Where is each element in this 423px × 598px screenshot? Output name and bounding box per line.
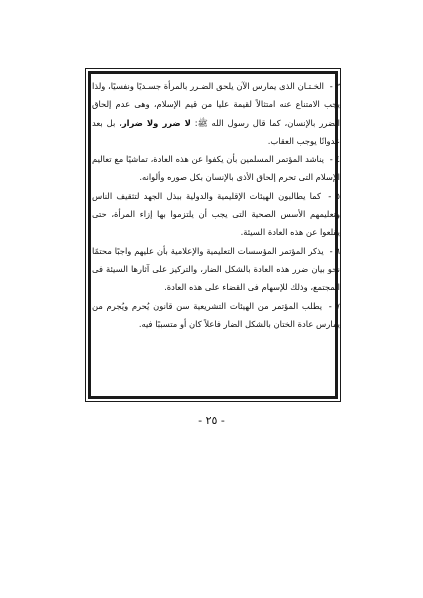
item-text: يذكر المؤتمر المؤسسات التعليمية والإعلامية بأن عليهم واجبًا محتمًا نحو بيان ضرر هذه العادة بالشكل الضار، والتركيز على آثارها السيئة فى المجتمع، وذلك للإسهام فى القضاء على هذه العادة.: [92, 245, 340, 293]
item-text: الخـتـان الذى يمارس الآن يلحق الضـرر بالمرأة جسـديًا ونفسيًا، ولذا يجب الامتناع عنه امتثالاً لقيمة عليا من قيم الإسلام، وهى عدم إلحاق الضرر بالإنسان، كما قال رسول الله ﷺ:: [92, 81, 341, 128]
recommendation-5: [92, 187, 340, 242]
item-text-continued: ، بل بعد عدوانًا يوجب العقاب.: [92, 117, 340, 146]
item-number: ٣ -: [329, 81, 341, 91]
recommendation-3: [92, 77, 340, 150]
recommendation-4: [92, 150, 340, 187]
recommendations-text: [92, 77, 340, 333]
hadith-quote: لا ضرر ولا ضرار: [121, 117, 191, 128]
item-number: ٧ -: [328, 300, 340, 311]
recommendation-6: [92, 242, 340, 297]
item-text: كما يطالبون الهيئات الإقليمية والدولية ببذل الجهد لتثقيف الناس وتعليمهم الأسس الصحية التى يجب أن يلتزموا بها إزاء المرأة، حتى يقلعوا عن هذه العادة السيئة.: [92, 190, 340, 238]
item-text: يناشد المؤتمر المسلمين بأن يكفوا عن هذه العادة، تماشيًا مع تعاليم الإسلام التى تحرم إلحاق الأذى بالإنسان بكل صوره وألوانه.: [92, 154, 340, 183]
item-number: ٥ -: [328, 190, 340, 201]
item-number: ٤ -: [329, 154, 341, 165]
recommendation-7: [92, 297, 340, 334]
item-number: ٦ -: [329, 245, 340, 256]
page-number: - ٢٥ -: [198, 414, 225, 427]
item-text: يطلب المؤتمر من الهيئات التشريعية سن قانون يُحرم ويُجرم من يمارس عادة الختان بالشكل الضار فاعلاً كان أو متسببًا فيه.: [92, 300, 340, 329]
